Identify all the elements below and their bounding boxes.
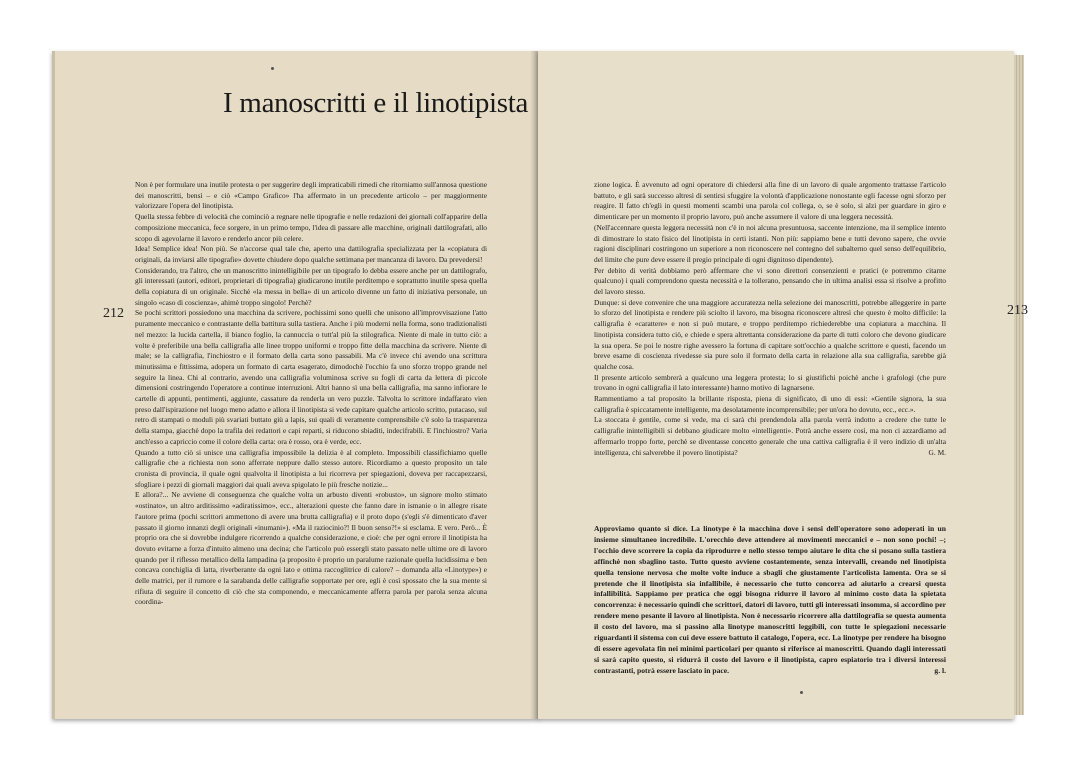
page-number-left: 212 bbox=[103, 306, 124, 321]
left-column-text bbox=[135, 180, 487, 710]
left-page bbox=[52, 51, 539, 719]
page-number-right: 213 bbox=[1007, 303, 1028, 318]
author-signature: G. M. bbox=[928, 447, 946, 457]
intro-paragraph: Quella stessa febbre di velocità che cominciò a regnare nelle tipografie e nelle redazioni dei giornali coll'apparire della composizione meccanica, fece sorgere, in un primo tempo, l'idea di passare alle macchine, originali dattilografati, allo scopo di agevolarne il lavoro e renderlo ancor più celere. bbox=[135, 212, 487, 243]
editor-note-text: Approviamo quanto si dice. La linotype è la macchina dove i sensi dell'operatore sono adoperati in un insieme simultaneo incredibile. L'orecchio deve attendere ai movimenti meccanici e – non sono pochi! –; l'occhio deve scorrere la copia da riprodurre e nello stesso tempo aiutare le dita che si posano sulla tastiera affinchè non sbaglino tasto. Tutto questo avviene costantemente, senza intervalli, creando nel linotipista quella tensione nervosa che molte volte induce a sbagli che giustamente l'articolista lamenta. Ora se si pretende che il linotipista sia infallibile, è necessario che tutto concorra ad aiutarlo a crearsi questa infallibilità. Sappiamo per pratica che oggi bisogna ridurre il lavoro al minimo costo data la spietata concorrenza: è necessario quindi che scrittori, datori di lavoro, tutti gli interessati insomma, si accordino per rendere meno pesante il lavoro al linotipista. Non è necessario ricorrere alla dattilografia se questa aumenta il costo del lavoro, ma si passino alla linotype manoscritti leggibili, con tutte le spiegazioni necessarie riguardanti il sistema con cui deve essere battuto il catalogo, l'opera, ecc. La linotype per rendere ha bisogno di essere agevolata fin nei minimi particolari per quanto si riferisce ai manoscritti. Quando dagli interessati si sarà capito questo, si ridurrà il costo del lavoro e il linotipista, capro espiatorio tra i diversi interessi contrastanti, potrà essere lasciato in pace. bbox=[594, 524, 946, 675]
closing-paragraph: La stoccata è gentile, come si vede, ma ci sarà chi prendendola alla parola verrà indotto a credere che tutte le calligrafie inintelligibili si debbano giudicare molto «intelligenti». Potrà anche essere così, ma non ci azzardiamo ad affermarlo troppo forte, perchè se diventasse concetto generale che una cattiva calligrafia è il vero indizio di un'alta intelligenza, chi salverebbe il povero linotipista? bbox=[594, 415, 946, 457]
body-paragraph: Rammentiamo a tal proposito la brillante risposta, piena di significato, di uno di essi: «Gentile signora, la sua calligrafia è spiccatamente intelligente, ma desolatamente incomprensibile; per un'ora ho dovuto, ecc., ecc.». bbox=[594, 394, 946, 414]
intro-paragraph: Idea! Semplice idea! Non più. Se n'accorse qual tale che, aperto una dattilografia specializzata per la «copiatura di originali, da inviarsi alle tipografie» dovette chiudere dopo qualche settimana per mancanza di lavoro. Da prevedersi! bbox=[135, 244, 487, 264]
intro-bold-text bbox=[135, 180, 487, 308]
body-paragraph: Il presente articolo sembrerà a qualcuno una leggera protesta; lo si giustifichi poichè anche i grafologi (che pure trovano in ogni calligrafia il lato interessante) hanno motivo di lagnarsene. bbox=[594, 372, 946, 393]
body-paragraph: Dunque: si deve convenire che una maggiore accuratezza nella selezione dei manoscritti, potrebbe alleggerire in parte lo sforzo del linotipista e rendere più sciolto il lavoro, ma bisogna riconoscere altresì che questo è molto difficile: la calligrafia è «carattere» e non si può mutare, e troppo perditempo richiederebbe una copiatura a macchina. Il linotipista considera tutto ciò, e chiede e spera altrettanta considerazione da parte di tutti coloro che devono giudicare la sua opera. Se poi le nostre righe avessero la fortuna di capitare sott'occhio a qualche scrittore e questi, facendo un breve esame di coscienza rivedesse sia pure solo il formato della carta in relazione alla sua calligrafia, sarebbe già qualche cosa. bbox=[594, 297, 946, 371]
article-title: I manoscritti e il linotipista bbox=[223, 87, 529, 119]
intro-paragraph: Considerando, tra l'altro, che un manoscritto inintelligibile per un tipografo lo debba essere anche per un dattilografo, gli interessati (autori, editori, proprietari di tipografia) giudicarono inutile perditempo e soprattutto inutile spesa quella della copiatura di un originale. Sicchè «la messa in bella» di un articolo divenne un fatto di iniziativa personale, un singolo «caso di coscienza», ahimè troppo singolo! Perchè? bbox=[135, 265, 487, 307]
editor-signature: g. l. bbox=[934, 665, 946, 675]
body-paragraph: Per debito di verità dobbiamo però affermare che vi sono direttori consenzienti e pratici (e potremmo citarne qualcuno) i quali comprendono questa necessità e la tollerano, pensando che in ultima analisi essa si risolve a profitto del lavoro stesso. bbox=[594, 265, 946, 297]
body-paragraph: (Nell'accennare questa leggera necessità non c'è in noi alcuna presuntuosa, saccente intenzione, ma il semplice intento di dimostrare lo stato fisico del linotipista in certi istanti. Non più: sappiamo bene e tutti devono sapere, che ovvie ragioni disciplinari costringono un superiore a non riconoscere nel contegno del subalterno quel senso dell'equilibrio, del limite che pure deve essere il pregio principale di ogni dignitoso dipendente). bbox=[594, 222, 946, 264]
right-column-text bbox=[594, 180, 946, 520]
body-paragraph: E allora?... Ne avviene di conseguenza che qualche volta un arbusto diventi «robusto», un signore molto stimato «ostinato», un altro arditissimo «adiratissimo», ecc., alterazioni queste che fanno dare in ismanie o in allegre risate l'autore prima (pochi scrittori ammettono di avere una brutta calligrafia) e il proto dopo (s'egli s'è dimenticato d'aver passato il giorno innanzi degli originali «inumani»). «Ma il raziocinio?! Il buon senso?!» si esclama. E vero. Però... È proprio ora che si dovrebbe indulgere ricorrendo a qualche considerazione, e cioè: che per ogni errore il linotipista ha dovuto evitarne a forza d'intuito almeno una decina; che l'articolo può essergli stato passato nelle ultime ore di lavoro quando per il riflesso metallico della lampadina (a proposito è proprio un paralume razionale quella lucidissima e ben concava conchiglia di latta, riverberante da ogni lato e ottima raccoglitrice di calore? – domanda alla «Linotype») e delle matrici, per il rumore e la sarabanda delle calligrafie sopportate per ore, egli è così spossato che la sua mente si rifiuta di seguire il concetto di ciò che sta componendo, e meccanicamente afferra parola per parola senza alcuna coordina- bbox=[135, 490, 487, 607]
body-paragraph: Se pochi scrittori possiedono una macchina da scrivere, pochissimi sono quelli che unisono all'improvvisazione l'atto puramente meccanico e contrastante della battitura sulla tastiera. Anche i più moderni nella forma, sono tradizionalisti nel mezzo: la lucida cartella, il bianco foglio, la cannuccia o tutt'al più la stilografica. Niente di male in tutto ciò: a volte è preferibile una bella calligrafia alle linee troppo uniformi e troppo fitte della macchina da scrivere. Niente di male; se la calligrafia, l'inchiostro e il formato della carta sono passabili. Ma c'è invece chi avendo una scrittura minutissima e fittissima, adopera un formato di carta esagerato, dimodochè l'occhio fa uno sforzo troppo grande nel seguire la linea. Chi al contrario, avendo una calligrafia voluminosa scrive su fogli di carta da lettera di piccole dimensioni costringendo l'operatore a continue interruzioni. Altri hanno sì una bella calligrafia, ma sanno infiorare le cartelle di appunti, pentimenti, aggiunte, cassature da renderla un vero puzzle. Talvolta lo scrittore indaffarato vien preso dall'ispirazione nel luogo meno adatto e allora il linotipista si vede capitare qualche articolo scritto, putacaso, sul retro di stampati o moduli più svariati buttato giù a lapis, sui quali di veramente comprensibile c'è solo la trasparenza della stampa, giacchè dopo la trafila dei redattori e capi reparti, si riducono sbiaditi, indecifrabili. E l'inchiostro? Varia anch'esso a capriccio come il colore della carta: ora è rosso, ora è verde, ecc. bbox=[135, 308, 487, 446]
body-paragraph: Quando a tutto ciò si unisce una calligrafia impossibile la delizia è al completo. Impossibili classifichiamo quelle calligrafie che a richiesta non sono afferrate neppure dallo stesso autore. Ricordiamo a questo proposito un tale cronista di provincia, il quale ogni qualvolta il linotipista a lui ricorreva per spiegazioni, doveva per raccapezzarsi, sfogliare i pezzi di giornali maggiori dai quali aveva spigolato le più fresche notizie... bbox=[135, 447, 487, 489]
editor-note-paragraph bbox=[594, 524, 946, 677]
page-edges bbox=[1014, 55, 1024, 715]
editor-note bbox=[594, 524, 946, 719]
open-book bbox=[52, 51, 1028, 723]
intro-paragraph: Non è per formulare una inutile protesta o per suggerire degli impraticabili rimedi che ritorniamo sull'annosa questione dei manoscritti, bensì – e ciò «Campo Grafico» l'ha affermato in un precedente articolo – per maggiormente valorizzare l'opera del linotipista. bbox=[135, 180, 487, 211]
body-paragraph: zione logica. È avvenuto ad ogni operatore di chiedersi alla fine di un lavoro di quale argomento trattasse l'articolo battuto, e gli sarà successo altresì di sentirsi sfuggire la volontà d'applicazione nonostante egli facesse ogni sforzo per reagire. Il fatto ch'egli in questi momenti scambi una parola col collega, o, se è solo, si alzi per guardare in giro e dimenticare per un momento il proprio lavoro, può anche assumere il valore di una leggera necessità. bbox=[594, 180, 946, 222]
page-speck bbox=[271, 67, 274, 70]
body-paragraph bbox=[594, 415, 946, 458]
